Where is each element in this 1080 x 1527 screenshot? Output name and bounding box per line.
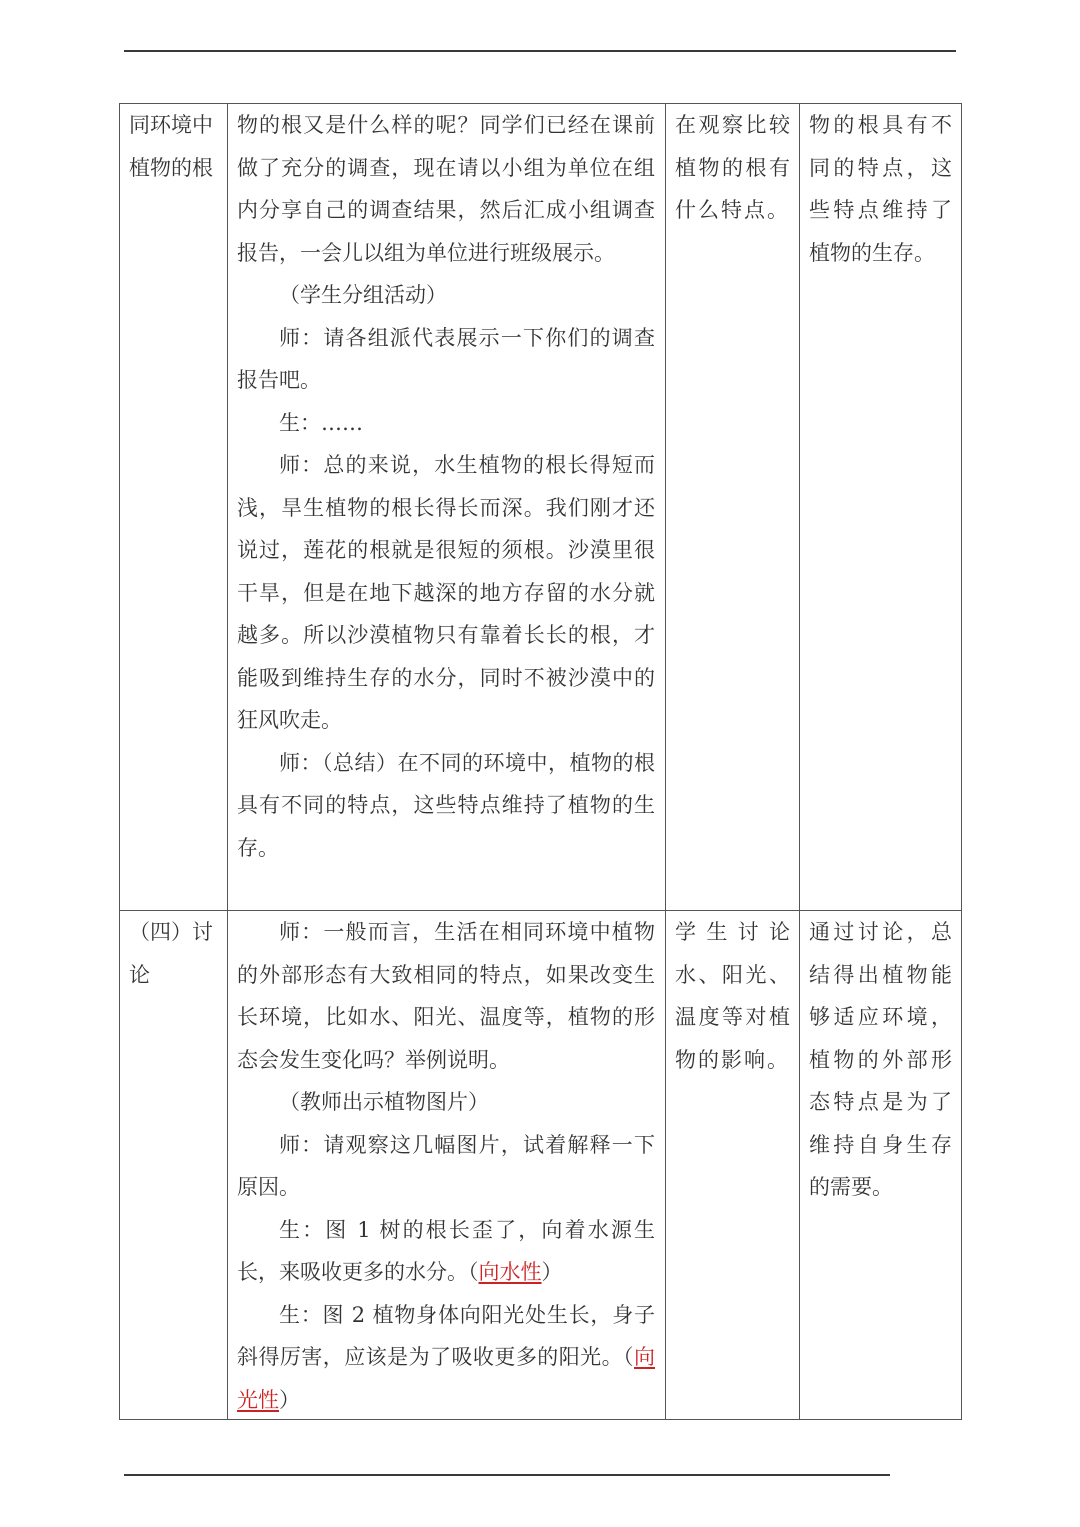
- design-intent-text: 通过讨论，总结得出植物能够适应环境，植物的外部形态特点是为了维持自身生存的需要。: [809, 920, 952, 1199]
- answer-text: 生：图 1 树的根长歪了，向着水源生长，来吸收更多的水分。（: [237, 1217, 655, 1284]
- column-divider: [227, 103, 228, 1420]
- activity-paragraph: 师：总的来说，水生植物的根长得短而浅，旱生植物的根长得长而深。我们刚才还说过，莲花的根就是很短的须根。沙漠里很干旱，但是在地下越深的地方存留的水分就越多。所以沙漠植物只有靠着长长的根，才能吸到维持生存的水分，同时不被沙漠中的狂风吹走。: [237, 453, 655, 732]
- activity-paragraph: （学生分组活动）: [279, 283, 447, 307]
- activity-paragraph: 生：……: [279, 410, 363, 435]
- table-border-right: [961, 103, 962, 1420]
- design-intent-text: 物的根具有不同的特点，这些特点维持了植物的生存。: [809, 113, 952, 265]
- row1-student-activity-cell: [675, 104, 792, 232]
- lesson-plan-table: [119, 103, 962, 1420]
- row1-teacher-activity-cell: [237, 104, 655, 869]
- stage-text-line: 同环境中: [129, 113, 213, 137]
- column-divider: [665, 103, 666, 1420]
- answer-text: 生：图 2 植物身体向阳光处生长，身子斜得厉害，应该是为了吸收更多的阳光。（: [237, 1302, 655, 1369]
- table-border-left: [119, 103, 120, 1420]
- student-activity-text: 学生讨论水、阳光、温度等对植物的影响。: [675, 920, 792, 1072]
- keyword-highlight: 向水性: [478, 1260, 542, 1284]
- activity-paragraph: 师：一般而言，生活在相同环境中植物的外部形态有大致相同的特点，如果改变生长环境，比如水、阳光、温度等，植物的形态会发生变化吗？举例说明。: [237, 920, 655, 1072]
- footer-rule: [124, 1474, 890, 1476]
- stage-text-line: 植物的根: [129, 155, 213, 180]
- header-rule: [124, 50, 956, 52]
- row2-teacher-activity-cell: [237, 911, 655, 1421]
- row2-design-intent-cell: [809, 911, 952, 1209]
- activity-paragraph: [237, 1294, 655, 1422]
- answer-text-end: ）: [279, 1387, 300, 1412]
- column-divider: [799, 103, 800, 1420]
- activity-paragraph: 师：请各组派代表展示一下你们的调查报告吧。: [237, 325, 655, 392]
- activity-paragraph: 师：（总结）在不同的环境中，植物的根具有不同的特点，这些特点维持了植物的生存。: [237, 750, 655, 860]
- activity-paragraph: 师：请观察这几幅图片，试着解释一下原因。: [237, 1132, 655, 1199]
- row1-design-intent-cell: [809, 104, 952, 274]
- activity-paragraph: [237, 1209, 655, 1294]
- student-activity-text: 在观察比较植物的根有什么特点。: [675, 113, 792, 222]
- answer-text-end: ）: [541, 1260, 563, 1284]
- row1-stage-cell: [129, 104, 224, 189]
- activity-paragraph: （教师出示植物图片）: [279, 1090, 489, 1114]
- keyword-highlight: 向光性: [237, 1345, 655, 1412]
- stage-text: （四）讨论: [129, 920, 213, 987]
- activity-paragraph: 物的根又是什么样的呢？同学们已经在课前做了充分的调查，现在请以小组为单位在组内分享自己的调查结果，然后汇成小组调查报告，一会儿以组为单位进行班级展示。: [237, 113, 655, 265]
- row2-student-activity-cell: [675, 911, 792, 1081]
- row2-stage-cell: [129, 911, 224, 996]
